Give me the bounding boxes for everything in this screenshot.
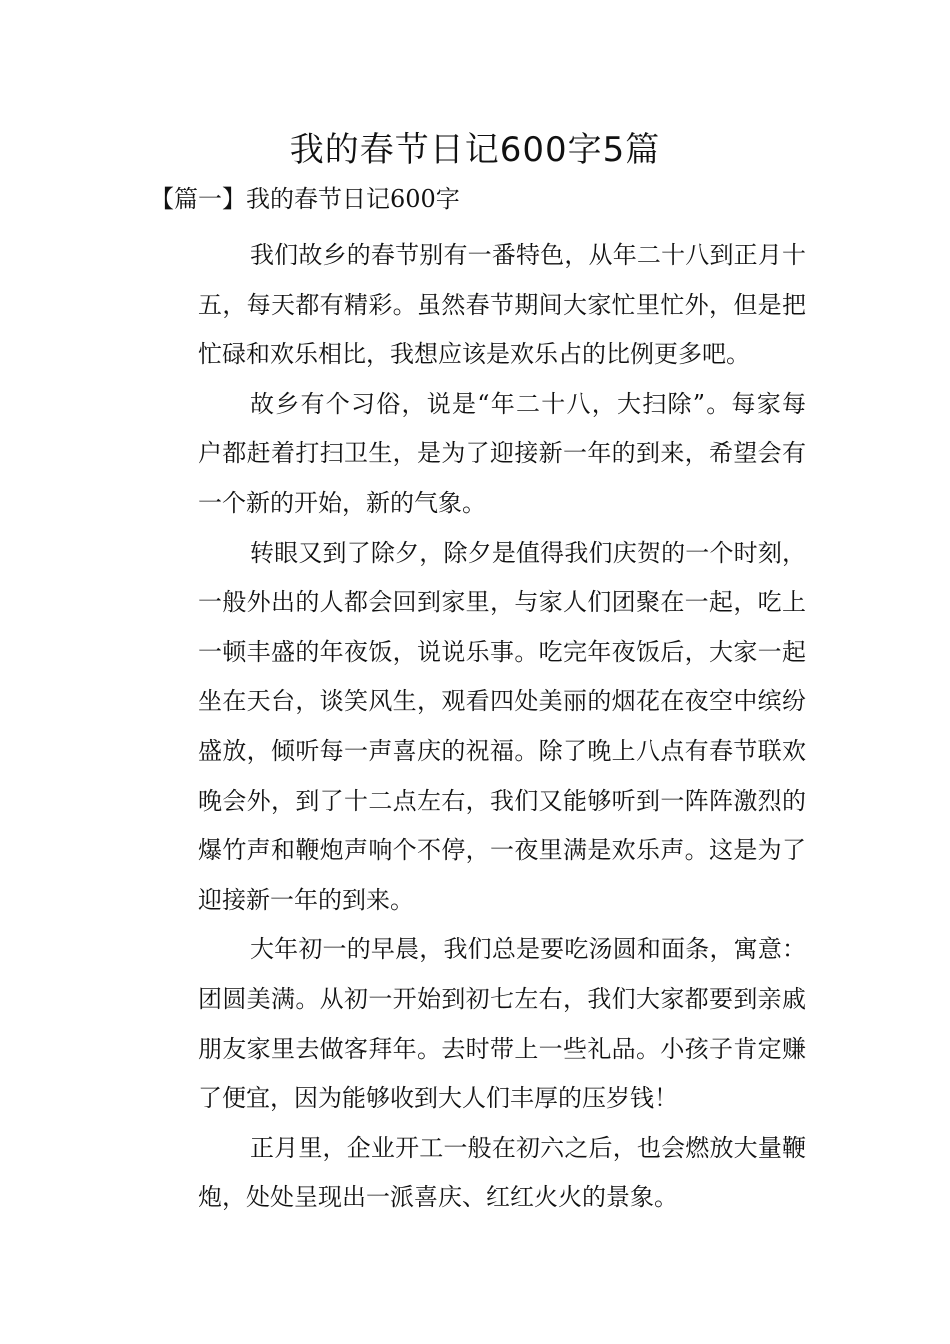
text-line: 爆竹声和鞭炮声响个不停，一夜里满是欢乐声。这是为了: [198, 836, 806, 865]
document-title: 我的春节日记600字5篇: [289, 130, 661, 170]
text-line: 团圆美满。从初一开始到初七左右，我们大家都要到亲戚: [198, 984, 806, 1013]
text-line: 忙碌和欢乐相比，我想应该是欢乐占的比例更多吧。: [198, 340, 750, 369]
text-line: 晚会外，到了十二点左右，我们又能够听到一阵阵激烈的: [198, 786, 806, 815]
text-line: 户都赶着打扫卫生，是为了迎接新一年的到来，希望会有: [198, 439, 806, 468]
text-line: 朋友家里去做客拜年。去时带上一些礼品。小孩子肯定赚: [198, 1034, 806, 1063]
text-line: 炮，处处呈现出一派喜庆、红红火火的景象。: [198, 1183, 678, 1212]
paragraph-3: [146, 529, 806, 926]
text-line: 了便宜，因为能够收到大人们丰厚的压岁钱！: [198, 1084, 678, 1113]
text-line: 盛放，倾听每一声喜庆的祝福。除了晚上八点有春节联欢: [198, 736, 806, 765]
text-line: 迎接新一年的到来。: [198, 885, 414, 914]
document-body: [146, 231, 806, 1223]
paragraph-4: [146, 925, 806, 1123]
text-line: 一般外出的人都会回到家里，与家人们团聚在一起，吃上: [198, 588, 806, 617]
section-heading: 【篇一】我的春节日记600字: [150, 185, 460, 213]
text-line: 转眼又到了除夕，除夕是值得我们庆贺的一个时刻，: [250, 538, 806, 567]
paragraph-2: [146, 380, 806, 529]
paragraph-1: [146, 231, 806, 380]
text-line: 故乡有个习俗，说是“年二十八，大扫除”。每家每: [250, 389, 806, 418]
text-line: 一个新的开始，新的气象。: [198, 488, 486, 517]
text-line: 我们故乡的春节别有一番特色，从年二十八到正月十: [250, 241, 806, 269]
text-line: 坐在天台，谈笑风生，观看四处美丽的烟花在夜空中缤纷: [198, 687, 806, 716]
text-line: 五，每天都有精彩。虽然春节期间大家忙里忙外，但是把: [198, 290, 806, 319]
text-line: 一顿丰盛的年夜饭，说说乐事。吃完年夜饭后，大家一起: [198, 637, 806, 666]
paragraph-5: [146, 1124, 806, 1223]
text-line: 大年初一的早晨，我们总是要吃汤圆和面条，寓意：: [250, 935, 806, 964]
text-line: 正月里，企业开工一般在初六之后，也会燃放大量鞭: [250, 1133, 806, 1162]
